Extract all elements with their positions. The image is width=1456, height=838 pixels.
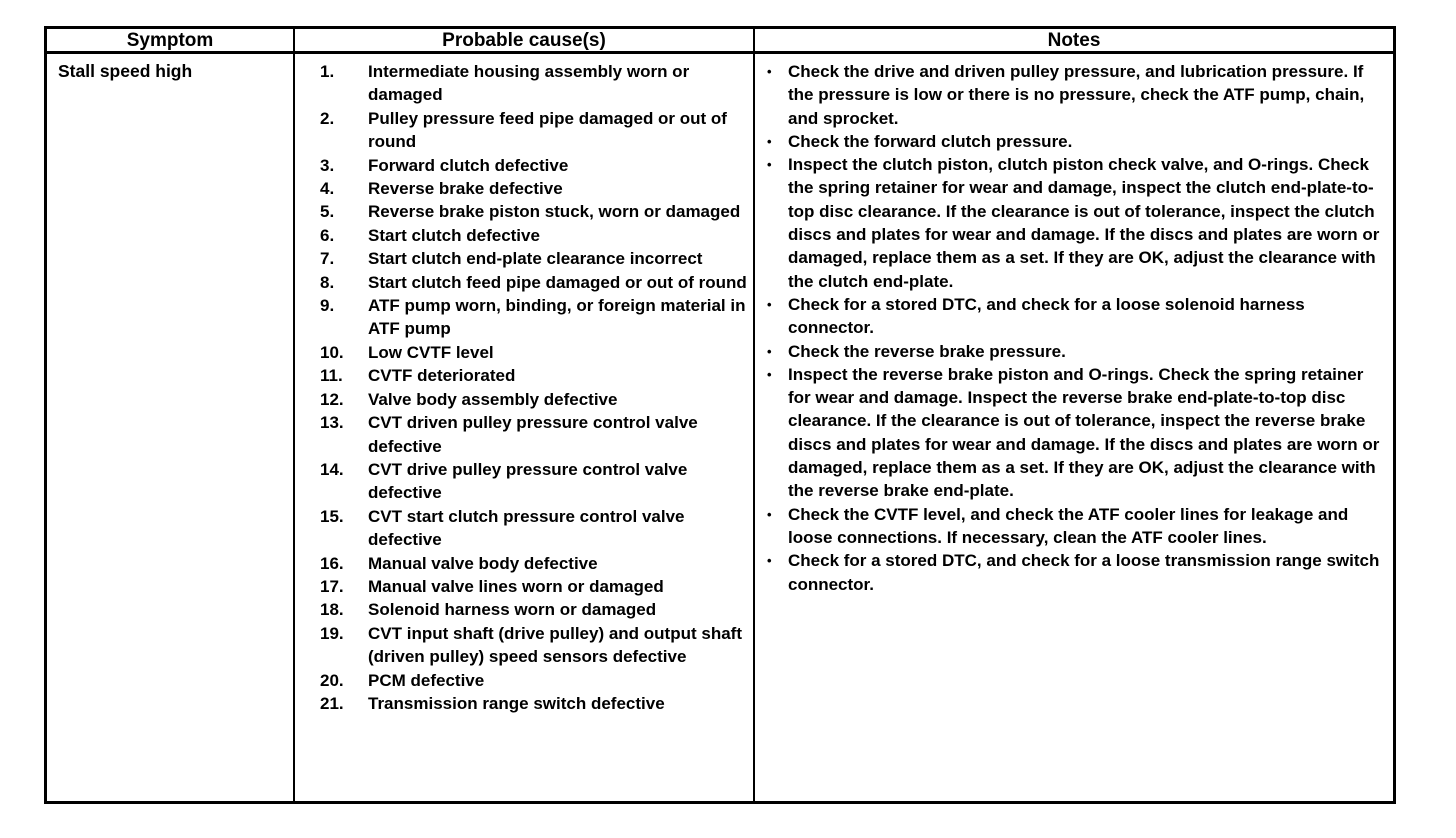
- cause-number: 4.: [320, 179, 335, 199]
- note-text: Check for a stored DTC, and check for a loose solenoid harness connector.: [788, 294, 1305, 338]
- note-text: Check for a stored DTC, and check for a loose transmission range switch connector.: [788, 551, 1380, 594]
- bullet-icon: •: [767, 133, 772, 149]
- column-header-notes: Notes: [755, 29, 1393, 54]
- probable-causes-cell: [295, 54, 755, 801]
- cause-number: 15.: [320, 506, 344, 526]
- cause-list-item: [320, 388, 753, 411]
- symptom-text: Stall speed high: [58, 61, 193, 81]
- troubleshooting-table: [44, 26, 1396, 804]
- cause-text: Manual valve lines worn or damaged: [368, 576, 664, 596]
- cause-text: Start clutch end-plate clearance incorrect: [368, 249, 703, 269]
- cause-list-item: [320, 692, 753, 715]
- note-list-item: [767, 503, 1393, 550]
- cause-text: CVTF deteriorated: [368, 366, 516, 386]
- cause-list-item: [320, 341, 753, 364]
- cause-number: 8.: [320, 272, 335, 292]
- cause-list-item: [320, 458, 753, 505]
- cause-list-item: [320, 154, 753, 177]
- cause-text: Reverse brake piston stuck, worn or damaged: [368, 202, 741, 222]
- cause-text: ATF pump worn, binding, or foreign material in ATF pump: [368, 296, 746, 339]
- cause-text: CVT input shaft (drive pulley) and output shaft (driven pulley) speed sensors defective: [368, 623, 742, 667]
- note-text: Inspect the reverse brake piston and O-rings. Check the spring retainer for wear and damage. Inspect the reverse brake end-plate-to-top disc clearance. If the clearance is out of tolerance, inspect the reverse brake discs and plates for wear and damage. If the discs and plates are worn or damaged, replace them as a set. If they are OK, adjust the clearance with the reverse brake end-plate.: [788, 364, 1380, 501]
- cause-number: 2.: [320, 108, 335, 128]
- bullet-icon: •: [767, 553, 772, 569]
- cause-list-item: [320, 622, 753, 669]
- cause-number: 9.: [320, 296, 335, 316]
- cause-text: Reverse brake defective: [368, 179, 563, 199]
- cause-text: CVT driven pulley pressure control valve defective: [368, 413, 698, 456]
- cause-text: Valve body assembly defective: [368, 389, 618, 409]
- column-header-symptom: Symptom: [47, 29, 295, 54]
- symptom-cell: [47, 54, 295, 801]
- cause-text: Transmission range switch defective: [368, 693, 665, 713]
- note-list-item: [767, 293, 1393, 340]
- cause-number: 17.: [320, 576, 344, 596]
- cause-list-item: [320, 669, 753, 692]
- bullet-icon: •: [767, 366, 772, 382]
- note-text: Inspect the clutch piston, clutch piston check valve, and O-rings. Check the spring retainer for wear and damage, inspect the clutch end-plate-to-top disc clearance. If the clearance is out of tolerance, inspect the clutch discs and plates for wear and damage. If the discs and plates are worn or damaged, replace them as a set. If they are OK, adjust the clearance with the clutch end-plate.: [788, 155, 1380, 291]
- notes-cell: [755, 54, 1393, 801]
- bullet-icon: •: [767, 157, 772, 173]
- note-list-item: [767, 130, 1393, 153]
- cause-list-item: [320, 364, 753, 387]
- probable-causes-list: [320, 60, 753, 715]
- cause-number: 10.: [320, 342, 344, 362]
- note-text: Check the drive and driven pulley pressure, and lubrication pressure. If the pressure is low or there is no pressure, check the ATF pump, chain, and sprocket.: [788, 62, 1365, 128]
- cause-list-item: [320, 505, 753, 552]
- cause-number: 6.: [320, 225, 335, 245]
- note-list-item: [767, 363, 1393, 503]
- cause-list-item: [320, 598, 753, 621]
- cause-text: Intermediate housing assembly worn or damaged: [368, 62, 690, 105]
- cause-number: 16.: [320, 553, 344, 573]
- cause-list-item: [320, 552, 753, 575]
- cause-number: 5.: [320, 202, 335, 222]
- cause-number: 12.: [320, 389, 344, 409]
- bullet-icon: •: [767, 296, 772, 312]
- bullet-icon: •: [767, 506, 772, 522]
- cause-text: Low CVTF level: [368, 342, 494, 362]
- cause-list-item: [320, 107, 753, 154]
- note-list-item: [767, 60, 1393, 130]
- cause-number: 7.: [320, 249, 335, 269]
- cause-list-item: [320, 177, 753, 200]
- bullet-icon: •: [767, 343, 772, 359]
- cause-number: 18.: [320, 600, 344, 620]
- cause-text: Pulley pressure feed pipe damaged or out of round: [368, 108, 727, 152]
- cause-list-item: [320, 247, 753, 270]
- cause-list-item: [320, 224, 753, 247]
- cause-number: 20.: [320, 670, 344, 690]
- bullet-icon: •: [767, 64, 772, 79]
- cause-text: Start clutch defective: [368, 225, 540, 245]
- cause-text: Forward clutch defective: [368, 155, 569, 175]
- note-text: Check the reverse brake pressure.: [788, 341, 1066, 361]
- cause-number: 14.: [320, 459, 344, 479]
- cause-number: 1.: [320, 62, 335, 81]
- cause-text: PCM defective: [368, 670, 485, 690]
- cause-number: 21.: [320, 693, 344, 713]
- cause-text: CVT start clutch pressure control valve defective: [368, 506, 685, 550]
- note-list-item: [767, 340, 1393, 363]
- cause-number: 3.: [320, 155, 335, 175]
- cause-list-item: [320, 411, 753, 458]
- note-list-item: [767, 153, 1393, 293]
- note-list-item: [767, 549, 1393, 596]
- cause-list-item: [320, 271, 753, 294]
- cause-number: 19.: [320, 623, 344, 643]
- cause-text: Solenoid harness worn or damaged: [368, 600, 657, 620]
- cause-text: Start clutch feed pipe damaged or out of round: [368, 272, 747, 292]
- notes-list: [767, 60, 1393, 596]
- cause-list-item: [320, 200, 753, 223]
- note-text: Check the forward clutch pressure.: [788, 131, 1073, 151]
- cause-list-item: [320, 575, 753, 598]
- cause-list-item: [320, 60, 753, 107]
- cause-number: 11.: [320, 366, 343, 386]
- cause-text: Manual valve body defective: [368, 553, 598, 573]
- cause-number: 13.: [320, 413, 344, 433]
- cause-list-item: [320, 294, 753, 341]
- note-text: Check the CVTF level, and check the ATF cooler lines for leakage and loose connections. If necessary, clean the ATF cooler lines.: [788, 504, 1349, 547]
- cause-text: CVT drive pulley pressure control valve defective: [368, 459, 688, 503]
- column-header-probable-causes: Probable cause(s): [295, 29, 755, 54]
